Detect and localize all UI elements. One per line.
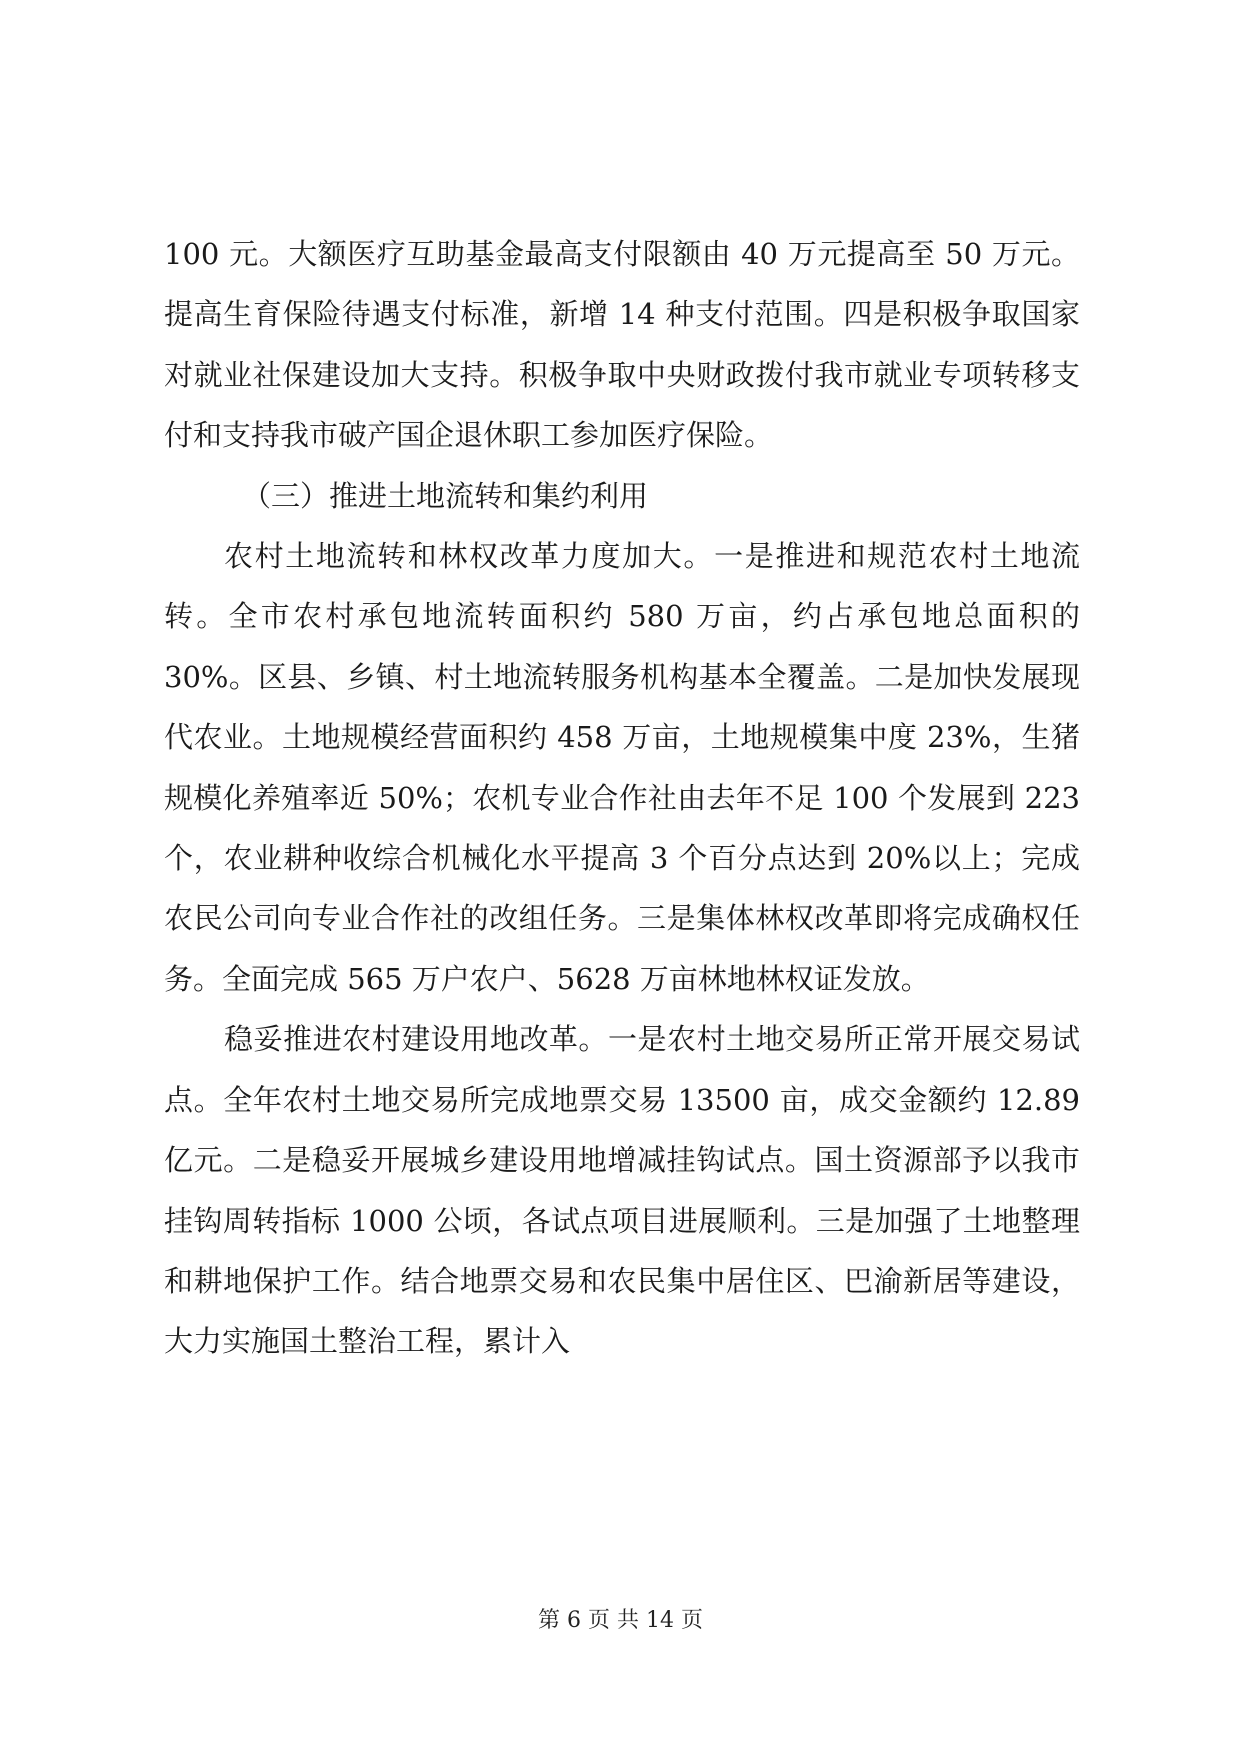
document-body [164, 224, 1080, 1372]
section-heading: （三）推进土地流转和集约利用 [242, 478, 649, 513]
body-paragraph-construction-land: 稳妥推进农村建设用地改革。一是农村土地交易所正常开展交易试点。全年农村土地交易所完成地票交易 13500 亩，成交金额约 12.89 亿元。二是稳妥开展城乡建设用地增减挂钩试点。国土资源部予以我市挂钩周转指标 1000 公顷，各试点项目进展顺利。三是加强了土地整理和耕地保护工作。结合地票交易和农民集中居住区、巴渝新居等建设，大力实施国土整治工程，累计入 [164, 1022, 1080, 1359]
page-number-footer: 第 6 页 共 14 页 [538, 1608, 703, 1633]
body-paragraph-land-transfer: 农村土地流转和林权改革力度加大。一是推进和规范农村土地流转。全市农村承包地流转面积约 580 万亩，约占承包地总面积的 30%。区县、乡镇、村土地流转服务机构基本全覆盖。二是加快发展现代农业。土地规模经营面积约 458 万亩，土地规模集中度 23%，生猪规模化养殖率近 50%；农机专业合作社由去年不足 100 个发展到 223 个，农业耕种收综合机械化水平提高 3 个百分点达到 20%以上；完成农民公司向专业合作社的改组任务。三是集体林权改革即将完成确权任务。全面完成 565 万户农户、5628 万亩林地林权证发放。 [164, 539, 1080, 996]
body-paragraph-continued: 100 元。大额医疗互助基金最高支付限额由 40 万元提高至 50 万元。提高生育保险待遇支付标准，新增 14 种支付范围。四是积极争取国家对就业社保建设加大支持。积极争取中央财政拨付我市就业专项转移支付和支持我市破产国企退休职工参加医疗保险。 [164, 237, 1080, 453]
